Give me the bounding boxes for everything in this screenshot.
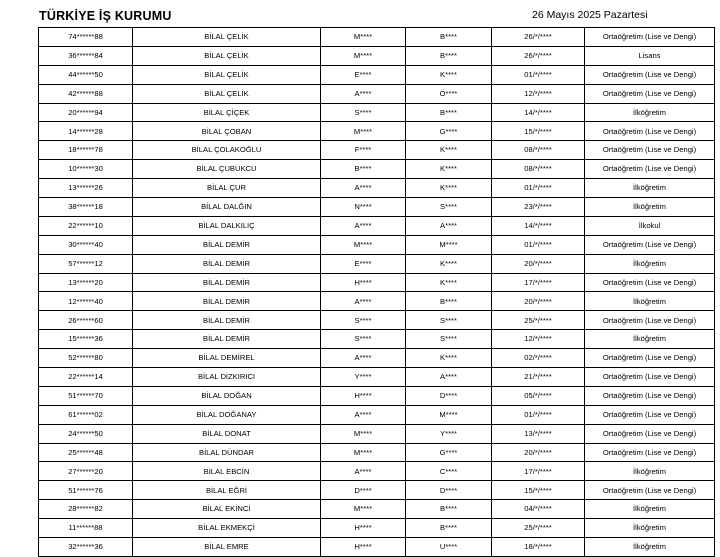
masked-date-cell: 17/*/****: [492, 462, 585, 481]
masked-date-cell: 01/*/****: [492, 65, 585, 84]
masked-last-cell: B****: [406, 46, 492, 65]
masked-first-cell: S****: [321, 330, 406, 349]
masked-first-cell: A****: [321, 179, 406, 198]
masked-id-cell: 42******88: [39, 84, 133, 103]
masked-first-cell: M****: [321, 28, 406, 47]
full-name-cell: BİLAL ÇELİK: [133, 65, 321, 84]
full-name-cell: BİLAL DONAT: [133, 424, 321, 443]
masked-last-cell: B****: [406, 500, 492, 519]
full-name-cell: BİLAL ÇİÇEK: [133, 103, 321, 122]
masked-date-cell: 18/*/****: [492, 538, 585, 557]
masked-id-cell: 11******88: [39, 519, 133, 538]
masked-id-cell: 32******36: [39, 538, 133, 557]
masked-id-cell: 30******40: [39, 235, 133, 254]
masked-date-cell: 26/*/****: [492, 28, 585, 47]
masked-first-cell: S****: [321, 311, 406, 330]
education-level-cell: Ortaöğretim (Lise ve Dengi): [585, 84, 715, 103]
masked-last-cell: G****: [406, 443, 492, 462]
masked-date-cell: 20/*/****: [492, 254, 585, 273]
masked-id-cell: 22******10: [39, 216, 133, 235]
full-name-cell: BİLAL ÇUR: [133, 179, 321, 198]
masked-date-cell: 15/*/****: [492, 481, 585, 500]
masked-id-cell: 28******82: [39, 500, 133, 519]
masked-id-cell: 38******18: [39, 198, 133, 217]
masked-last-cell: Y****: [406, 424, 492, 443]
full-name-cell: BİLAL DİZKIRICI: [133, 368, 321, 387]
education-level-cell: İlköğretim: [585, 330, 715, 349]
masked-first-cell: E****: [321, 65, 406, 84]
table-row: [39, 292, 715, 311]
table-row: [39, 84, 715, 103]
table-row: [39, 103, 715, 122]
masked-last-cell: M****: [406, 405, 492, 424]
masked-last-cell: B****: [406, 103, 492, 122]
masked-date-cell: 25/*/****: [492, 311, 585, 330]
masked-date-cell: 20/*/****: [492, 443, 585, 462]
education-level-cell: Ortaöğretim (Lise ve Dengi): [585, 65, 715, 84]
table-row: [39, 462, 715, 481]
full-name-cell: BİLAL EMRE: [133, 538, 321, 557]
full-name-cell: BİLAL DALKILIÇ: [133, 216, 321, 235]
table-row: [39, 141, 715, 160]
masked-id-cell: 44******50: [39, 65, 133, 84]
masked-last-cell: K****: [406, 141, 492, 160]
full-name-cell: BİLAL ÇELİK: [133, 46, 321, 65]
masked-last-cell: Ö****: [406, 84, 492, 103]
education-level-cell: İlkokul: [585, 216, 715, 235]
masked-last-cell: A****: [406, 368, 492, 387]
masked-last-cell: K****: [406, 273, 492, 292]
masked-id-cell: 18******78: [39, 141, 133, 160]
table-row: [39, 368, 715, 387]
masked-date-cell: 21/*/****: [492, 368, 585, 387]
masked-first-cell: H****: [321, 538, 406, 557]
masked-date-cell: 01/*/****: [492, 179, 585, 198]
masked-id-cell: 12******40: [39, 292, 133, 311]
table-row: [39, 254, 715, 273]
masked-first-cell: Y****: [321, 368, 406, 387]
education-level-cell: İlköğretim: [585, 500, 715, 519]
masked-first-cell: S****: [321, 103, 406, 122]
education-level-cell: İlköğretim: [585, 254, 715, 273]
organization-name: TÜRKİYE İŞ KURUMU: [39, 9, 172, 23]
masked-id-cell: 74******88: [39, 28, 133, 47]
masked-last-cell: G****: [406, 122, 492, 141]
document-header: [0, 0, 720, 28]
table-row: [39, 424, 715, 443]
full-name-cell: BİLAL DOĞANAY: [133, 405, 321, 424]
masked-id-cell: 52******80: [39, 349, 133, 368]
masked-last-cell: U****: [406, 538, 492, 557]
education-level-cell: İlköğretim: [585, 103, 715, 122]
table-row: [39, 519, 715, 538]
education-level-cell: Ortaöğretim (Lise ve Dengi): [585, 405, 715, 424]
masked-date-cell: 01/*/****: [492, 405, 585, 424]
education-level-cell: Ortaöğretim (Lise ve Dengi): [585, 349, 715, 368]
education-level-cell: Ortaöğretim (Lise ve Dengi): [585, 160, 715, 179]
full-name-cell: BİLAL DEMİR: [133, 235, 321, 254]
masked-id-cell: 13******20: [39, 273, 133, 292]
masked-date-cell: 26/*/****: [492, 46, 585, 65]
masked-last-cell: K****: [406, 65, 492, 84]
full-name-cell: BİLAL DEMİREL: [133, 349, 321, 368]
masked-id-cell: 10******30: [39, 160, 133, 179]
education-level-cell: İlköğretim: [585, 198, 715, 217]
masked-first-cell: M****: [321, 46, 406, 65]
education-level-cell: İlköğretim: [585, 462, 715, 481]
masked-id-cell: 25******48: [39, 443, 133, 462]
masked-id-cell: 27******20: [39, 462, 133, 481]
masked-first-cell: M****: [321, 500, 406, 519]
table-row: [39, 481, 715, 500]
education-level-cell: İlköğretim: [585, 292, 715, 311]
education-level-cell: Ortaöğretim (Lise ve Dengi): [585, 235, 715, 254]
masked-first-cell: H****: [321, 273, 406, 292]
masked-id-cell: 20******94: [39, 103, 133, 122]
education-level-cell: Lisans: [585, 46, 715, 65]
masked-first-cell: M****: [321, 443, 406, 462]
masked-last-cell: S****: [406, 198, 492, 217]
masked-last-cell: B****: [406, 292, 492, 311]
masked-id-cell: 24******50: [39, 424, 133, 443]
masked-first-cell: M****: [321, 235, 406, 254]
masked-last-cell: K****: [406, 349, 492, 368]
masked-id-cell: 61******02: [39, 405, 133, 424]
masked-id-cell: 22******14: [39, 368, 133, 387]
table-row: [39, 235, 715, 254]
table-row: [39, 160, 715, 179]
masked-date-cell: 08/*/****: [492, 160, 585, 179]
masked-date-cell: 08/*/****: [492, 141, 585, 160]
masked-id-cell: 36******84: [39, 46, 133, 65]
masked-first-cell: A****: [321, 462, 406, 481]
masked-date-cell: 02/*/****: [492, 349, 585, 368]
education-level-cell: Ortaöğretim (Lise ve Dengi): [585, 424, 715, 443]
masked-id-cell: 57******12: [39, 254, 133, 273]
records-table: [38, 27, 715, 557]
masked-id-cell: 15******36: [39, 330, 133, 349]
table-row: [39, 500, 715, 519]
masked-first-cell: E****: [321, 254, 406, 273]
masked-last-cell: D****: [406, 386, 492, 405]
education-level-cell: Ortaöğretim (Lise ve Dengi): [585, 273, 715, 292]
masked-last-cell: K****: [406, 160, 492, 179]
table-row: [39, 443, 715, 462]
table-row: [39, 216, 715, 235]
masked-first-cell: A****: [321, 292, 406, 311]
masked-id-cell: 14******28: [39, 122, 133, 141]
table-row: [39, 349, 715, 368]
masked-last-cell: K****: [406, 179, 492, 198]
full-name-cell: BİLAL DEMİR: [133, 330, 321, 349]
masked-date-cell: 14/*/****: [492, 103, 585, 122]
masked-first-cell: B****: [321, 160, 406, 179]
education-level-cell: Ortaöğretim (Lise ve Dengi): [585, 386, 715, 405]
education-level-cell: Ortaöğretim (Lise ve Dengi): [585, 443, 715, 462]
full-name-cell: BİLAL EKMEKÇİ: [133, 519, 321, 538]
table-row: [39, 330, 715, 349]
masked-last-cell: M****: [406, 235, 492, 254]
records-table-body: [39, 28, 715, 557]
masked-date-cell: 01/*/****: [492, 235, 585, 254]
full-name-cell: BİLAL EĞRİ: [133, 481, 321, 500]
masked-date-cell: 12/*/****: [492, 84, 585, 103]
masked-first-cell: A****: [321, 84, 406, 103]
full-name-cell: BİLAL EBCİN: [133, 462, 321, 481]
masked-id-cell: 51******76: [39, 481, 133, 500]
full-name-cell: BİLAL ÇUBUKCU: [133, 160, 321, 179]
masked-first-cell: F****: [321, 141, 406, 160]
education-level-cell: İlköğretim: [585, 179, 715, 198]
masked-date-cell: 13/*/****: [492, 424, 585, 443]
full-name-cell: BİLAL EKİNCİ: [133, 500, 321, 519]
education-level-cell: Ortaöğretim (Lise ve Dengi): [585, 481, 715, 500]
masked-first-cell: A****: [321, 216, 406, 235]
table-row: [39, 65, 715, 84]
full-name-cell: BİLAL ÇELİK: [133, 28, 321, 47]
masked-first-cell: A****: [321, 349, 406, 368]
table-row: [39, 405, 715, 424]
masked-last-cell: A****: [406, 216, 492, 235]
masked-first-cell: H****: [321, 519, 406, 538]
masked-date-cell: 23/*/****: [492, 198, 585, 217]
table-row: [39, 311, 715, 330]
masked-first-cell: N****: [321, 198, 406, 217]
education-level-cell: Ortaöğretim (Lise ve Dengi): [585, 311, 715, 330]
full-name-cell: BİLAL ÇELİK: [133, 84, 321, 103]
table-row: [39, 28, 715, 47]
masked-first-cell: M****: [321, 122, 406, 141]
masked-first-cell: D****: [321, 481, 406, 500]
masked-first-cell: M****: [321, 424, 406, 443]
masked-id-cell: 51******70: [39, 386, 133, 405]
masked-date-cell: 20/*/****: [492, 292, 585, 311]
masked-date-cell: 12/*/****: [492, 330, 585, 349]
full-name-cell: BİLAL DOĞAN: [133, 386, 321, 405]
masked-last-cell: S****: [406, 311, 492, 330]
masked-first-cell: A****: [321, 405, 406, 424]
masked-last-cell: C****: [406, 462, 492, 481]
table-row: [39, 386, 715, 405]
masked-id-cell: 26******60: [39, 311, 133, 330]
masked-date-cell: 25/*/****: [492, 519, 585, 538]
education-level-cell: Ortaöğretim (Lise ve Dengi): [585, 28, 715, 47]
masked-id-cell: 13******26: [39, 179, 133, 198]
full-name-cell: BİLAL DEMİR: [133, 254, 321, 273]
education-level-cell: İlköğretim: [585, 538, 715, 557]
full-name-cell: BİLAL DEMİR: [133, 311, 321, 330]
table-row: [39, 273, 715, 292]
masked-last-cell: D****: [406, 481, 492, 500]
document-date: 26 Mayıs 2025 Pazartesi: [532, 9, 648, 21]
masked-last-cell: S****: [406, 330, 492, 349]
table-row: [39, 179, 715, 198]
full-name-cell: BİLAL DEMİR: [133, 273, 321, 292]
full-name-cell: BİLAL DALĞIN: [133, 198, 321, 217]
masked-date-cell: 17/*/****: [492, 273, 585, 292]
masked-last-cell: B****: [406, 28, 492, 47]
full-name-cell: BİLAL DÜNDAR: [133, 443, 321, 462]
table-row: [39, 122, 715, 141]
masked-first-cell: H****: [321, 386, 406, 405]
full-name-cell: BİLAL ÇOLAKOĞLU: [133, 141, 321, 160]
masked-last-cell: K****: [406, 254, 492, 273]
education-level-cell: Ortaöğretim (Lise ve Dengi): [585, 368, 715, 387]
full-name-cell: BİLAL ÇOBAN: [133, 122, 321, 141]
full-name-cell: BİLAL DEMİR: [133, 292, 321, 311]
masked-date-cell: 14/*/****: [492, 216, 585, 235]
masked-last-cell: B****: [406, 519, 492, 538]
education-level-cell: Ortaöğretim (Lise ve Dengi): [585, 122, 715, 141]
masked-date-cell: 04/*/****: [492, 500, 585, 519]
table-row: [39, 198, 715, 217]
table-row: [39, 46, 715, 65]
table-row: [39, 538, 715, 557]
education-level-cell: İlköğretim: [585, 519, 715, 538]
masked-date-cell: 05/*/****: [492, 386, 585, 405]
education-level-cell: Ortaöğretim (Lise ve Dengi): [585, 141, 715, 160]
masked-date-cell: 15/*/****: [492, 122, 585, 141]
